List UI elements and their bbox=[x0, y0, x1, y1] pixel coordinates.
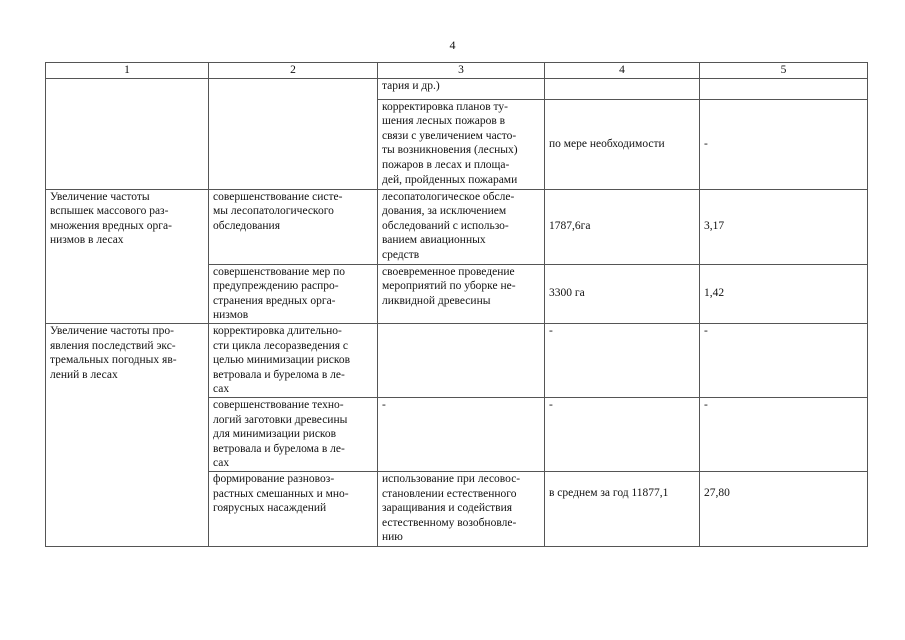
column-header-2: 2 bbox=[209, 63, 378, 79]
table-cell: - bbox=[545, 323, 700, 397]
table-cell-empty bbox=[46, 78, 209, 189]
table-cell: - bbox=[700, 323, 868, 397]
table-cell: в среднем за год 11877,1 bbox=[545, 471, 700, 546]
table-cell: 1,42 bbox=[700, 264, 868, 323]
table-cell: совершенствование мер по предупреждению распро- странения вредных орга- низмов bbox=[209, 264, 378, 323]
table-cell: по мере необходимости bbox=[545, 99, 700, 189]
column-header-1: 1 bbox=[46, 63, 209, 79]
threat-cell: Увеличение частоты вспышек массового раз- множения вредных орга- низмов в лесах bbox=[46, 189, 209, 323]
table-cell: корректировка планов ту- шения лесных пожаров в связи с увеличением часто- ты возникновения (лесных) пожаров в лесах и площа- дей, пройденных пожарами bbox=[378, 99, 545, 189]
table-cell: лесопатологическое обсле- дования, за исключением обследований с использо- ванием авиационных средств bbox=[378, 189, 545, 264]
page-number: 4 bbox=[449, 38, 456, 52]
table-cell: своевременное проведение мероприятий по уборке не- ликвидной древесины bbox=[378, 264, 545, 323]
table-row bbox=[46, 323, 868, 397]
table-cell-empty bbox=[209, 78, 378, 189]
column-header-5: 5 bbox=[700, 63, 868, 79]
threat-cell: Увеличение частоты про- явления последствий экс- тремальных погодных яв- лений в лесах bbox=[46, 323, 209, 546]
table-cell: 3,17 bbox=[700, 189, 868, 264]
column-header-4: 4 bbox=[545, 63, 700, 79]
table-cell bbox=[700, 78, 868, 99]
table-cell bbox=[545, 78, 700, 99]
column-header-3: 3 bbox=[378, 63, 545, 79]
table-cell: - bbox=[700, 397, 868, 471]
table-cell: формирование разновоз- растных смешанных и мно- гоярусных насаждений bbox=[209, 471, 378, 546]
table-cell: совершенствование техно- логий заготовки древесины для минимизации рисков ветровала и бурелома в ле- сах bbox=[209, 397, 378, 471]
table-cell: - bbox=[378, 397, 545, 471]
table-cell: тария и др.) bbox=[378, 78, 545, 99]
table-cell: использование при лесовос- становлении естественного заращивания и содействия естественному возобновле- нию bbox=[378, 471, 545, 546]
measures-table bbox=[45, 62, 868, 547]
table-cell: 3300 га bbox=[545, 264, 700, 323]
header-row bbox=[46, 63, 868, 79]
table-cell: - bbox=[545, 397, 700, 471]
table-cell: - bbox=[700, 99, 868, 189]
table-cell: корректировка длительно- сти цикла лесоразведения с целью минимизации рисков ветровала и бурелома в ле- сах bbox=[209, 323, 378, 397]
table-row bbox=[46, 189, 868, 264]
table-cell: 1787,6га bbox=[545, 189, 700, 264]
table-cell: совершенствование систе- мы лесопатологического обследования bbox=[209, 189, 378, 264]
table-row bbox=[46, 78, 868, 99]
table-cell bbox=[378, 323, 545, 397]
table-cell: 27,80 bbox=[700, 471, 868, 546]
